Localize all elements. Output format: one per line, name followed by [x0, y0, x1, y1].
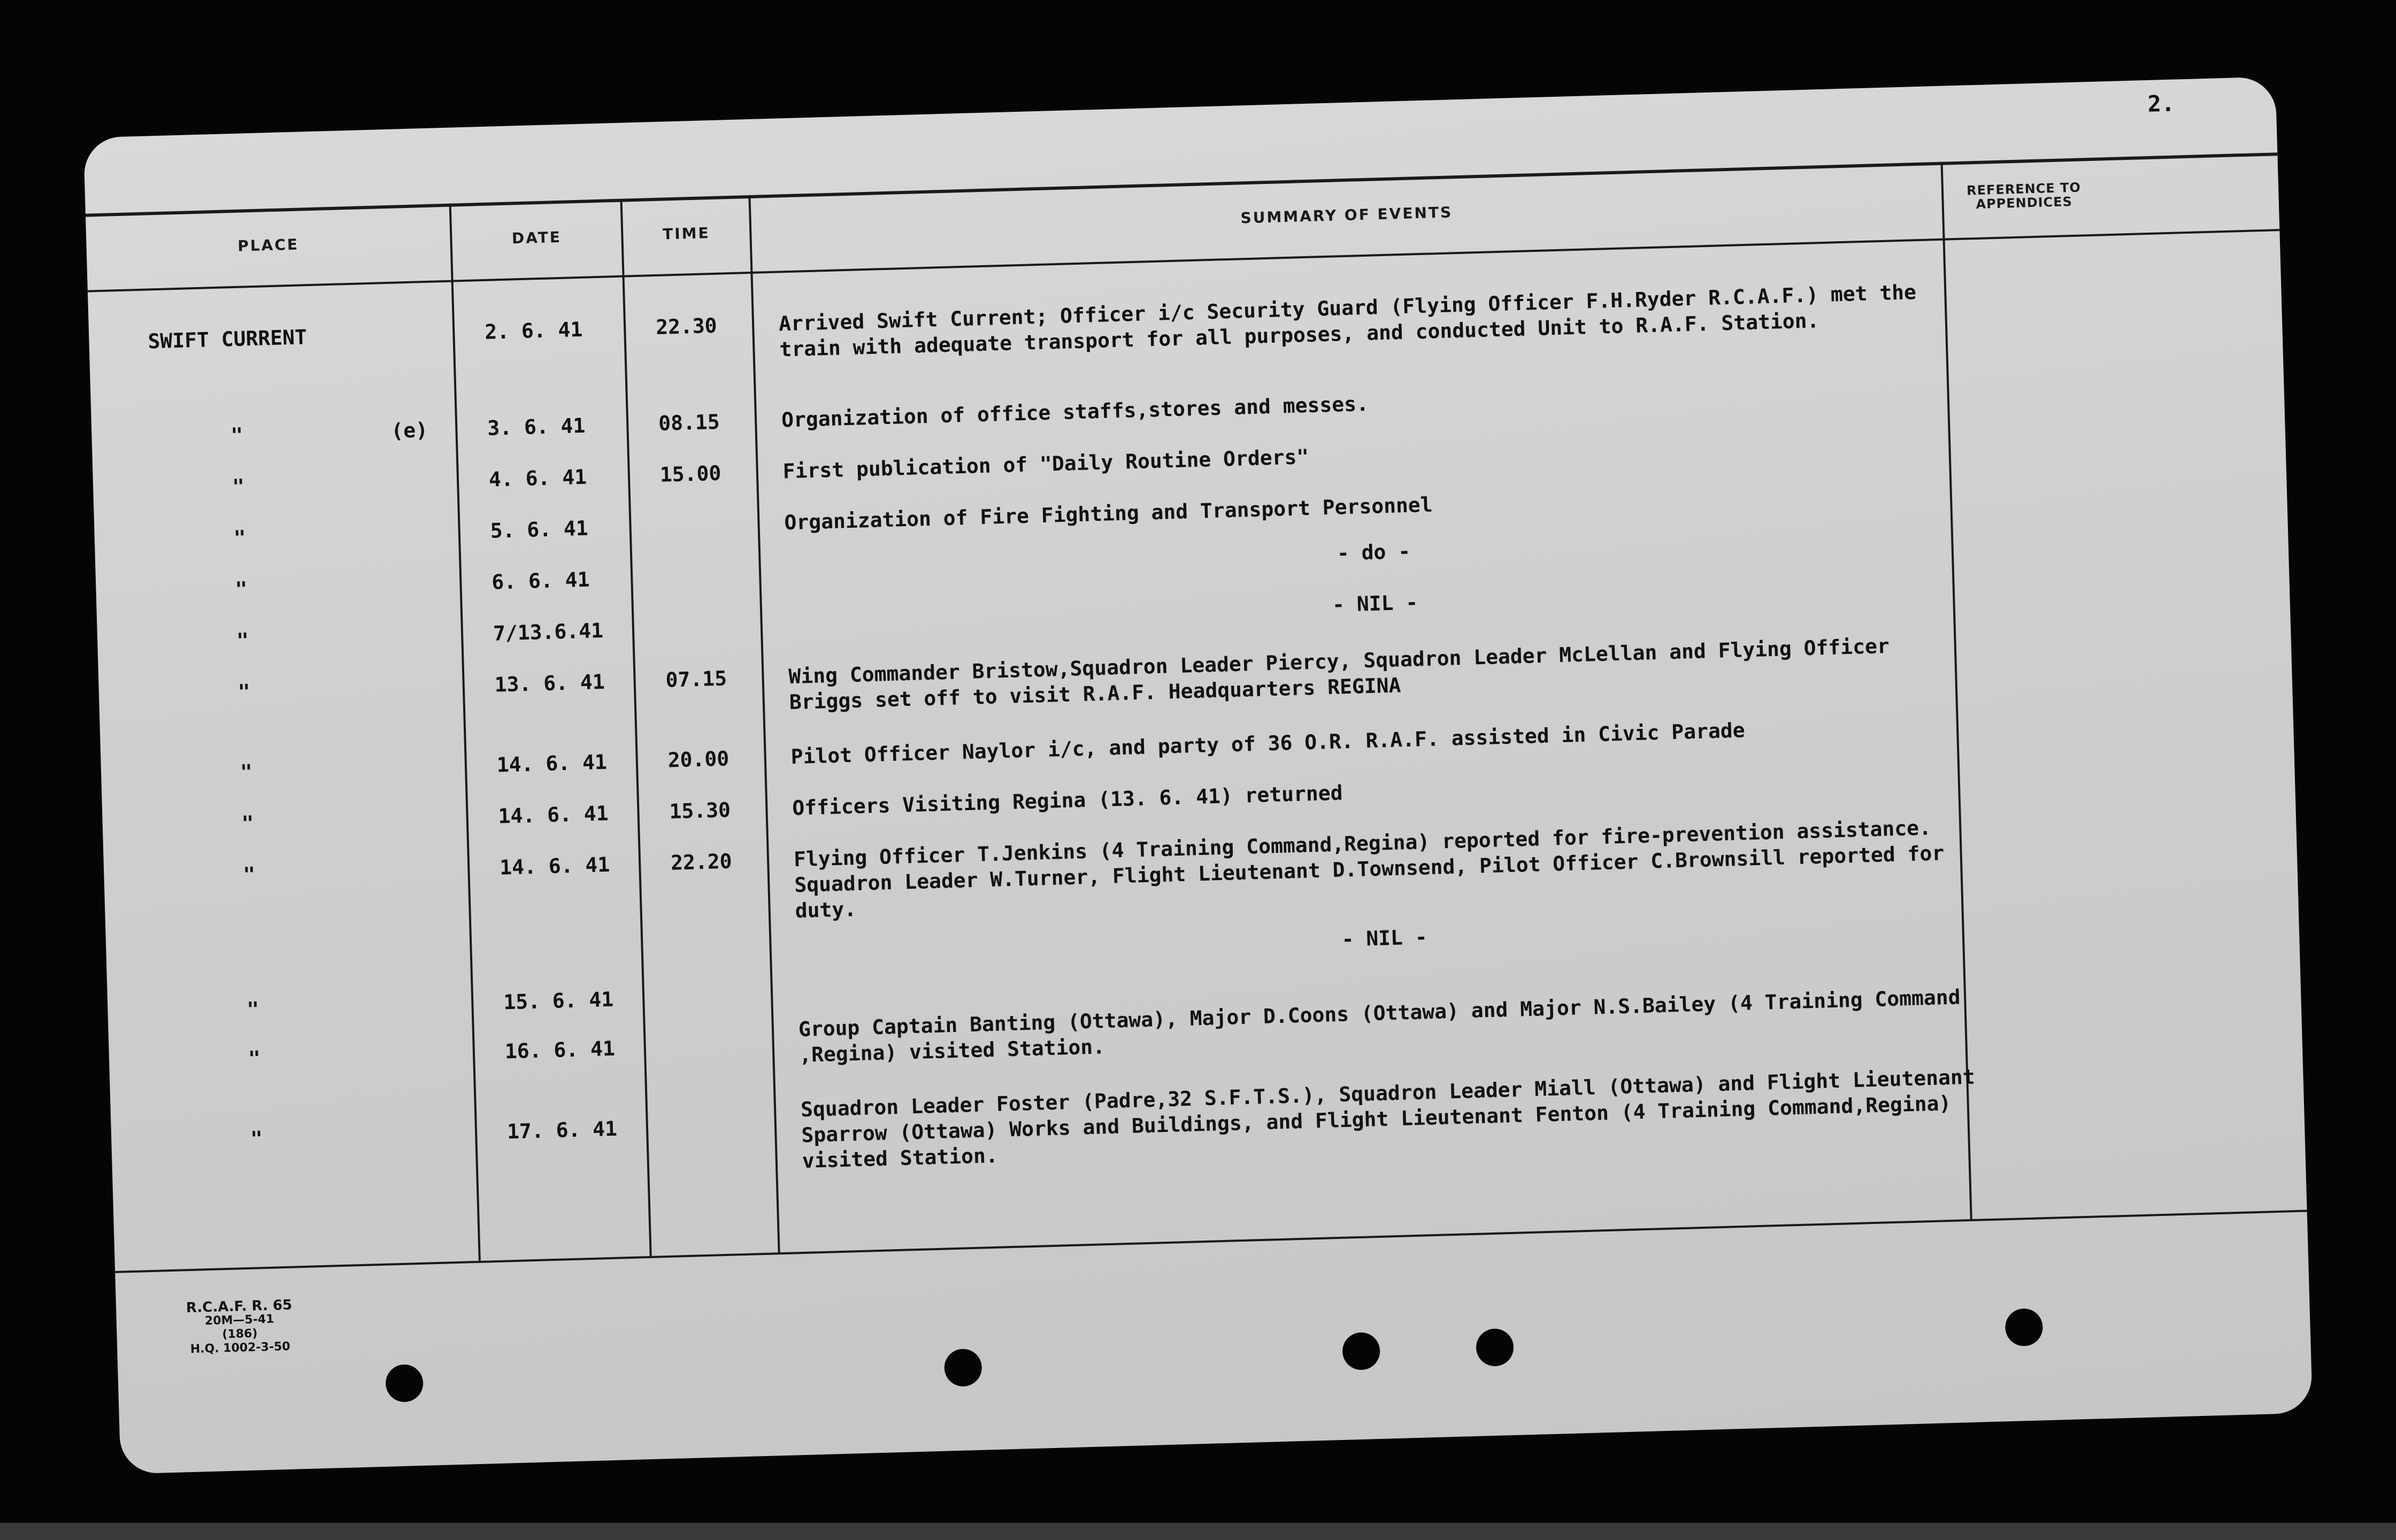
time-cell: 20.00: [667, 746, 729, 772]
date-cell: 2. 6. 41: [484, 317, 583, 344]
punch-hole: [944, 1349, 982, 1387]
punch-hole: [2005, 1308, 2043, 1346]
header-date: DATE: [511, 228, 562, 247]
summary-cell: Squadron Leader Foster (Padre,32 S.F.T.S.), Squadron Leader Miall (Ottawa) and Flight Lieutenant Sparrow (Ottawa) Works and Buildings, and Flight Lieutenant Fenton (4 Training Command,Regina) visited Station.: [800, 1065, 1976, 1173]
bottom-edge-strip: [0, 1523, 2396, 1540]
punch-hole: [385, 1364, 424, 1403]
date-cell: 6. 6. 41: [491, 567, 590, 594]
place-cell: ": [242, 863, 256, 887]
place-cell: ": [234, 577, 248, 602]
date-cell: 14. 6. 41: [496, 750, 608, 777]
place-cell: ": [230, 423, 244, 448]
date-cell: 14. 6. 41: [498, 801, 609, 828]
header-reference: REFERENCE TO APPENDICES: [1966, 180, 2082, 212]
page-number: 2.: [2147, 90, 2175, 117]
date-cell: 17. 6. 41: [506, 1116, 618, 1144]
punch-hole: [1342, 1332, 1380, 1370]
date-cell: 14. 6. 41: [499, 852, 610, 880]
summary-cell: Organization of office staffs,stores and messes.: [781, 391, 1369, 432]
date-cell: 7/13.6.41: [493, 618, 604, 645]
table-bottom-rule: [115, 1210, 2307, 1273]
time-cell: 15.00: [659, 461, 721, 487]
form-hq-code: H.Q. 1002-3-50: [190, 1339, 290, 1357]
summary-cell: Organization of Fire Fighting and Transport Personnel: [784, 492, 1433, 535]
date-cell: 15. 6. 41: [503, 987, 614, 1014]
summary-cell: - NIL -: [1341, 925, 1428, 951]
header-time: TIME: [662, 224, 711, 243]
time-cell: 22.30: [655, 313, 718, 339]
col-divider-date: [620, 199, 651, 1257]
col-divider-time: [748, 195, 780, 1253]
place-cell: ": [248, 1046, 261, 1071]
place-cell: ": [240, 760, 253, 784]
place-cell: SWIFT CURRENT: [147, 325, 308, 353]
place-cell: ": [237, 680, 251, 704]
summary-cell: - do -: [1337, 539, 1411, 565]
date-cell: 4. 6. 41: [488, 465, 587, 491]
record-card: [83, 76, 2313, 1474]
place-cell: ": [236, 628, 249, 653]
header-place: PLACE: [237, 235, 300, 255]
summary-cell: Officers Visiting Regina (13. 6. 41) returned: [792, 781, 1343, 820]
place-cell: ": [232, 474, 245, 499]
time-cell: 08.15: [658, 410, 720, 435]
place-cell: ": [250, 1127, 263, 1151]
punch-hole: [1476, 1328, 1514, 1367]
date-cell: 3. 6. 41: [487, 413, 586, 440]
form-print-code: 20M—5-41 (186): [204, 1312, 274, 1342]
summary-cell: - NIL -: [1332, 590, 1418, 617]
summary-cell: Pilot Officer Naylor i/c, and party of 36 O.R. R.A.F. assisted in Civic Parade: [790, 718, 1746, 769]
summary-cell: Flying Officer T.Jenkins (4 Training Command,Regina) reported for fire-prevention assistance. Squadron Leader W.Turner, Flight Lieutenant D.Townsend, Pilot Officer C.Brownsill reported for duty.: [793, 815, 1945, 923]
summary-cell: Wing Commander Bristow,Squadron Leader Piercy, Squadron Leader McLellan and Flying Officer Briggs set off to visit R.A.F. Headquarters REGINA: [788, 634, 1890, 714]
header-summary: SUMMARY OF EVENTS: [1240, 203, 1453, 227]
place-cell: ": [233, 526, 247, 550]
place-cell: ": [241, 811, 255, 835]
form-number: R.C.A.F. R. 65: [186, 1297, 293, 1316]
date-cell: 13. 6. 41: [494, 669, 605, 697]
summary-cell: Group Captain Banting (Ottawa), Major D.Coons (Ottawa) and Major N.S.Bailey (4 Training Command ,Regina) visited Station.: [798, 985, 1961, 1067]
time-cell: 07.15: [665, 666, 727, 692]
date-cell: 16. 6. 41: [504, 1036, 616, 1064]
time-cell: 22.20: [670, 849, 733, 875]
summary-cell: First publication of "Daily Routine Orders": [782, 444, 1309, 483]
place-cell: ": [246, 997, 260, 1021]
form-footer: [186, 1298, 294, 1357]
time-cell: 15.30: [669, 798, 731, 823]
mark-cell: (e): [390, 418, 428, 443]
date-cell: 5. 6. 41: [490, 516, 589, 543]
summary-cell: Arrived Swift Current; Officer i/c Security Guard (Flying Officer F.H.Ryder R.C.A.F.) met the train with adequate transport for all purposes, and conducted Unit to R.A.F. Station.: [778, 280, 1917, 361]
col-divider-place: [449, 204, 481, 1262]
